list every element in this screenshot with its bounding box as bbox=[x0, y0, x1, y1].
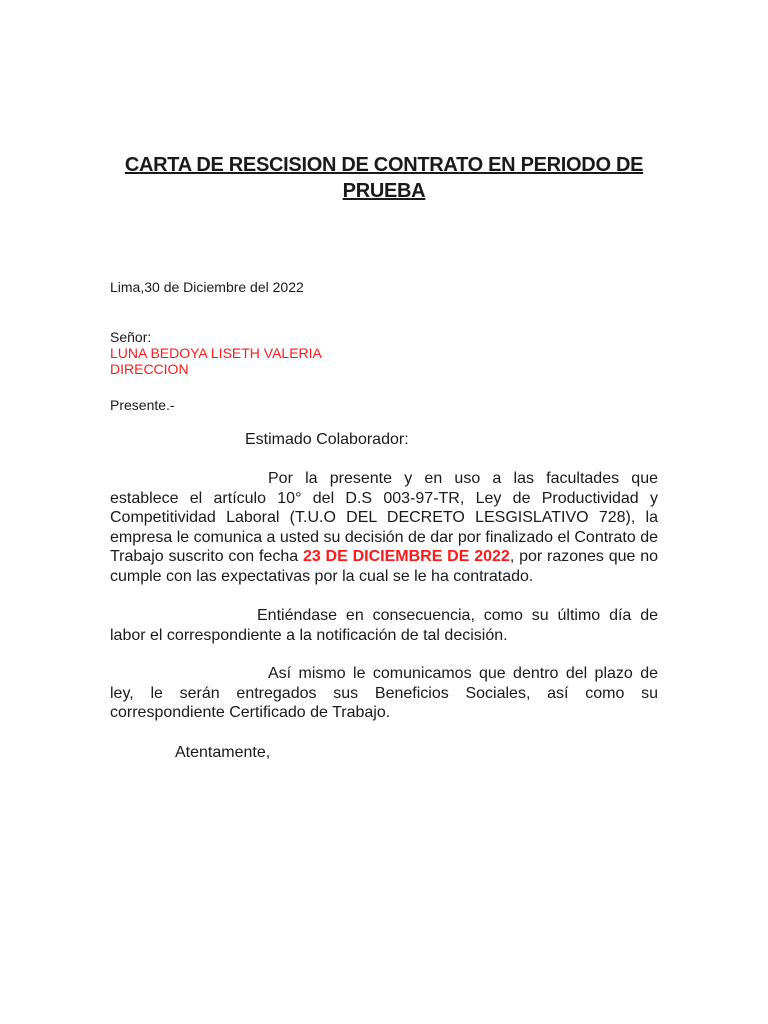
salutation-label: Señor: bbox=[110, 329, 152, 345]
title-line-2: PRUEBA bbox=[342, 180, 426, 202]
title-line-1: CARTA DE RESCISION DE CONTRATO EN PERIODO DE bbox=[124, 154, 644, 176]
paragraph-2-text: Entiéndase en consecuencia, como su último día de labor el correspondiente a la notificación de tal decisión. bbox=[110, 607, 658, 644]
place-date: Lima,30 de Diciembre del 2022 bbox=[110, 279, 304, 295]
greeting: Estimado Colaborador: bbox=[245, 431, 409, 448]
presente-line: Presente.- bbox=[110, 397, 175, 413]
paragraph-1-text-end: , por razones que no cumple con las expectativas por la cual se le ha contratado. bbox=[110, 548, 659, 585]
paragraph-last-day bbox=[110, 606, 658, 645]
closing: Atentamente, bbox=[175, 744, 271, 761]
paragraph-3-text: Así mismo le comunicamos que dentro del plazo de ley, le serán entregados sus Beneficios Sociales, así como su correspondiente Certificado de Trabajo. bbox=[110, 665, 658, 721]
termination-contract-date: 23 DE DICIEMBRE DE 2022 bbox=[302, 548, 510, 565]
recipient-name: LUNA BEDOYA LISETH VALERIA bbox=[110, 345, 322, 361]
paragraph-benefits bbox=[110, 664, 658, 723]
paragraph-termination bbox=[110, 469, 658, 586]
recipient-block bbox=[110, 329, 322, 377]
recipient-address: DIRECCION bbox=[110, 361, 189, 377]
paragraph-1-text-start: Por la presente y en uso a las facultades que establece el artículo 10° del D.S 003-97-TR, Ley de Productividad y Competitividad Laboral (T.U.O DEL DECRETO LESGISLATIVO 728), la empresa le comunica a usted su decisión de dar por finalizado el Contrato de Trabajo suscrito con fecha bbox=[110, 470, 658, 565]
letter-title bbox=[110, 152, 658, 204]
